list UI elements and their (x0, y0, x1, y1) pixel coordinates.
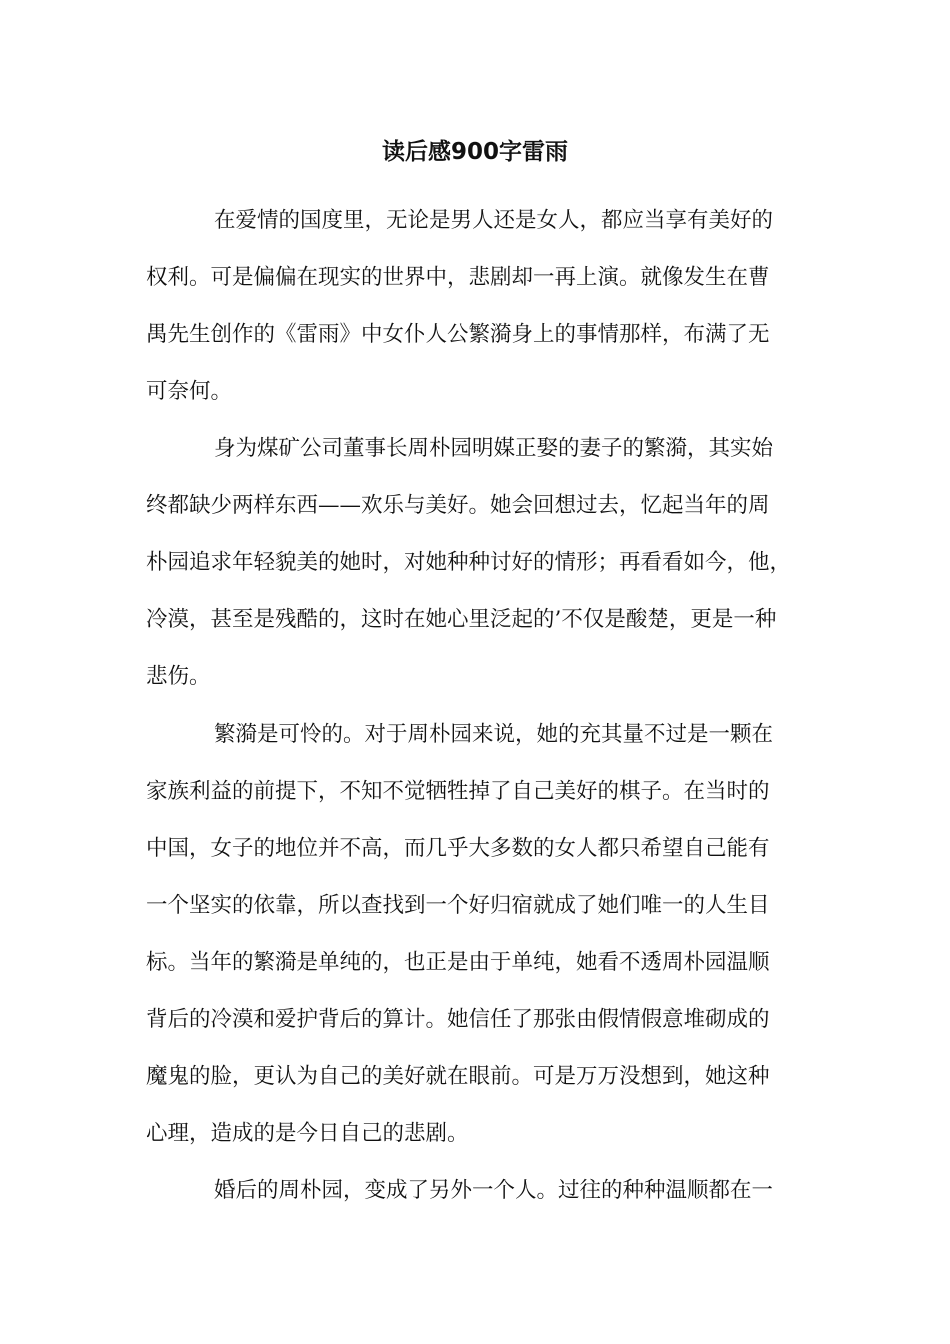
document-title: 读后感900字雷雨 (381, 139, 568, 165)
text-line: 魔鬼的脸，更认为自己的美好就在眼前。可是万万没想到，她这种 (146, 1064, 770, 1089)
text-line: 朴园追求年轻貌美的她时，对她种种讨好的情形；再看看如今，他， (146, 550, 792, 575)
text-line: 心理，造成的是今日自己的悲剧。 (146, 1121, 469, 1146)
text-line: 权利。可是偏偏在现实的世界中，悲剧却一再上演。就像发生在曹 (146, 265, 770, 290)
text-line: 悲伤。 (146, 664, 211, 689)
text-line: 繁漪是可怜的。对于周朴园来说，她的充其量不过是一颗在 (214, 722, 774, 747)
text-line: 婚后的周朴园，变成了另外一个人。过往的种种温顺都在一 (214, 1178, 774, 1203)
text-line: 一个坚实的依靠，所以查找到一个好归宿就成了她们唯一的人生目 (146, 893, 770, 918)
text-line: 在爱情的国度里，无论是男人还是女人，都应当享有美好的 (214, 208, 774, 233)
text-line: 身为煤矿公司董事长周朴园明媒正娶的妻子的繁漪，其实始 (214, 436, 774, 461)
text-line: 可奈何。 (146, 379, 233, 404)
text-line: 禺先生创作的《雷雨》中女仆人公繁漪身上的事情那样，布满了无 (146, 322, 770, 347)
text-line: 标。当年的繁漪是单纯的，也正是由于单纯，她看不透周朴园温顺 (146, 950, 770, 975)
text-line: 冷漠，甚至是残酷的，这时在她心里泛起的’不仅是酸楚，更是一种 (146, 607, 777, 632)
text-line: 家族利益的前提下，不知不觉牺牲掉了自己美好的棋子。在当时的 (146, 779, 770, 804)
text-line: 背后的冷漠和爱护背后的算计。她信任了那张由假情假意堆砌成的 (146, 1007, 770, 1032)
text-line: 终都缺少两样东西——欢乐与美好。她会回想过去，忆起当年的周 (146, 493, 770, 518)
text-line: 中国，女子的地位并不高，而几乎大多数的女人都只希望自己能有 (146, 836, 770, 861)
